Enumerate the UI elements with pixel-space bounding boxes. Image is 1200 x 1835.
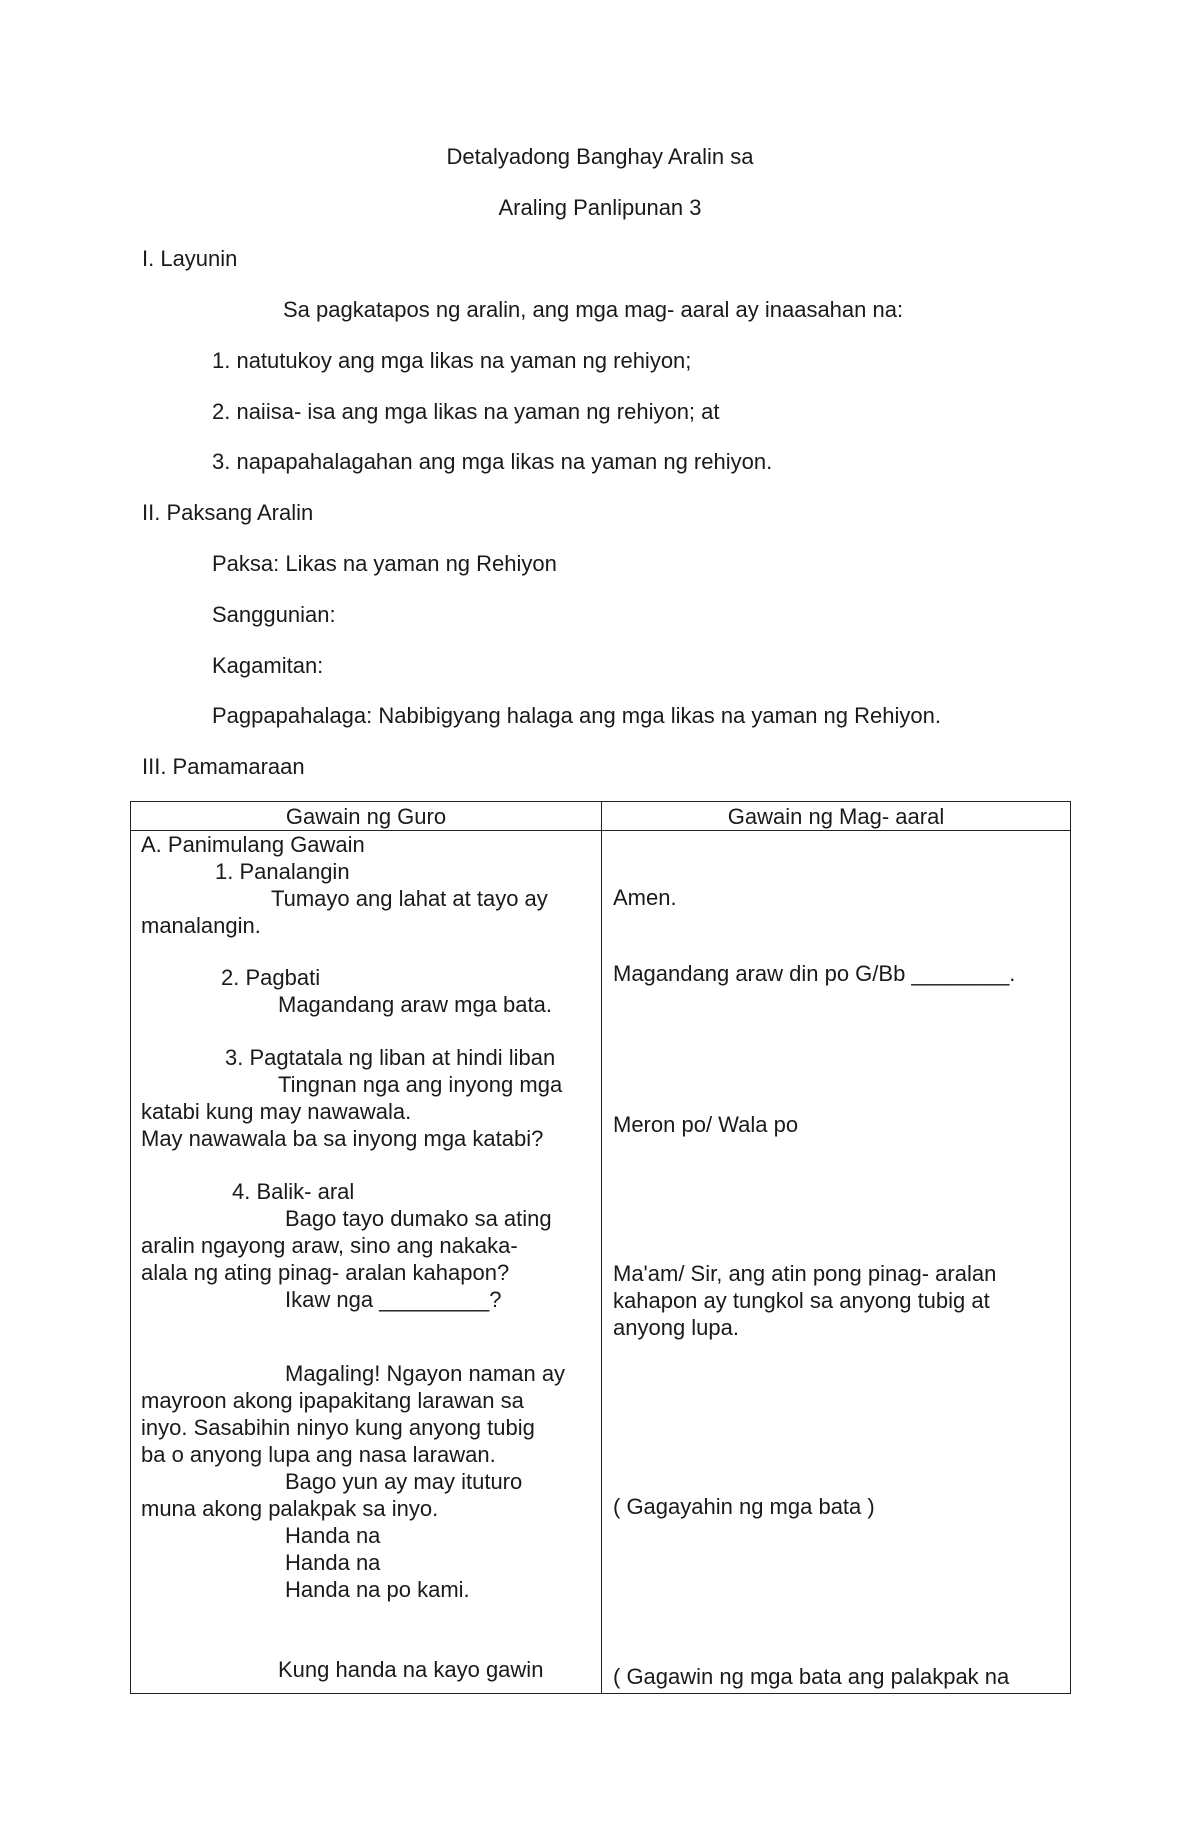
document-title: Detalyadong Banghay Aralin sa (446, 144, 754, 169)
section-heading-pamamaraan: III. Pamamaraan (142, 754, 305, 779)
teacher-line: Bago tayo dumako sa ating (285, 1206, 552, 1231)
paksa-line: Paksa: Likas na yaman ng Rehiyon (212, 551, 557, 576)
teacher-line: Handa na po kami. (285, 1577, 470, 1602)
teacher-line: Handa na (285, 1523, 381, 1548)
student-line: Ma'am/ Sir, ang atin pong pinag- aralan (613, 1261, 997, 1286)
teacher-line: A. Panimulang Gawain (141, 832, 365, 857)
teacher-line: May nawawala ba sa inyong mga katabi? (141, 1126, 544, 1151)
objective-item: 3. napapahalagahan ang mga likas na yaman ng rehiyon. (212, 449, 773, 474)
teacher-line: Bago yun ay may ituturo (285, 1469, 523, 1494)
table-column-divider (601, 801, 602, 1694)
student-line: anyong lupa. (613, 1315, 739, 1340)
kagamitan-line: Kagamitan: (212, 653, 324, 678)
teacher-line: inyo. Sasabihin ninyo kung anyong tubig (141, 1415, 535, 1440)
teacher-line: 1. Panalangin (215, 859, 350, 884)
pagpapahalaga-line: Pagpapahalaga: Nabibigyang halaga ang mga likas na yaman ng Rehiyon. (212, 703, 941, 728)
teacher-line: manalangin. (141, 913, 261, 938)
teacher-line: aralin ngayong araw, sino ang nakaka- (141, 1233, 518, 1258)
teacher-line: Magaling! Ngayon naman ay (285, 1361, 566, 1386)
student-line: Meron po/ Wala po (613, 1112, 799, 1137)
teacher-line: Handa na (285, 1550, 381, 1575)
table-header-mag-aaral: Gawain ng Mag- aaral (727, 804, 945, 829)
table-header-divider (130, 830, 1071, 831)
teacher-line: ba o anyong lupa ang nasa larawan. (141, 1442, 496, 1467)
teacher-line: Magandang araw mga bata. (278, 992, 552, 1017)
teacher-line: Kung handa na kayo gawin (278, 1657, 544, 1682)
teacher-line: alala ng ating pinag- aralan kahapon? (141, 1260, 510, 1285)
teacher-line: 2. Pagbati (221, 965, 321, 990)
teacher-line: Tingnan nga ang inyong mga (278, 1072, 563, 1097)
teacher-line: katabi kung may nawawala. (141, 1099, 412, 1124)
document-subtitle: Araling Panlipunan 3 (498, 195, 702, 220)
teacher-line: Ikaw nga _________? (285, 1287, 502, 1312)
student-line: Magandang araw din po G/Bb ________. (613, 961, 1016, 986)
teacher-line: 3. Pagtatala ng liban at hindi liban (225, 1045, 556, 1070)
objective-item: 2. naiisa- isa ang mga likas na yaman ng rehiyon; at (212, 399, 720, 424)
teacher-line: 4. Balik- aral (232, 1179, 355, 1204)
student-line: kahapon ay tungkol sa anyong tubig at (613, 1288, 990, 1313)
objectives-intro: Sa pagkatapos ng aralin, ang mga mag- aaral ay inaasahan na: (283, 297, 904, 322)
teacher-line: muna akong palakpak sa inyo. (141, 1496, 439, 1521)
section-heading-layunin: I. Layunin (142, 246, 238, 271)
student-line: ( Gagawin ng mga bata ang palakpak na (613, 1664, 1010, 1689)
teacher-line: mayroon akong ipapakitang larawan sa (141, 1388, 524, 1413)
teacher-line: Tumayo ang lahat at tayo ay (271, 886, 548, 911)
sanggunian-line: Sanggunian: (212, 602, 336, 627)
section-heading-paksang-aralin: II. Paksang Aralin (142, 500, 314, 525)
student-line: Amen. (613, 885, 677, 910)
table-header-guro: Gawain ng Guro (285, 804, 447, 829)
student-line: ( Gagayahin ng mga bata ) (613, 1494, 875, 1519)
objective-item: 1. natutukoy ang mga likas na yaman ng rehiyon; (212, 348, 692, 373)
